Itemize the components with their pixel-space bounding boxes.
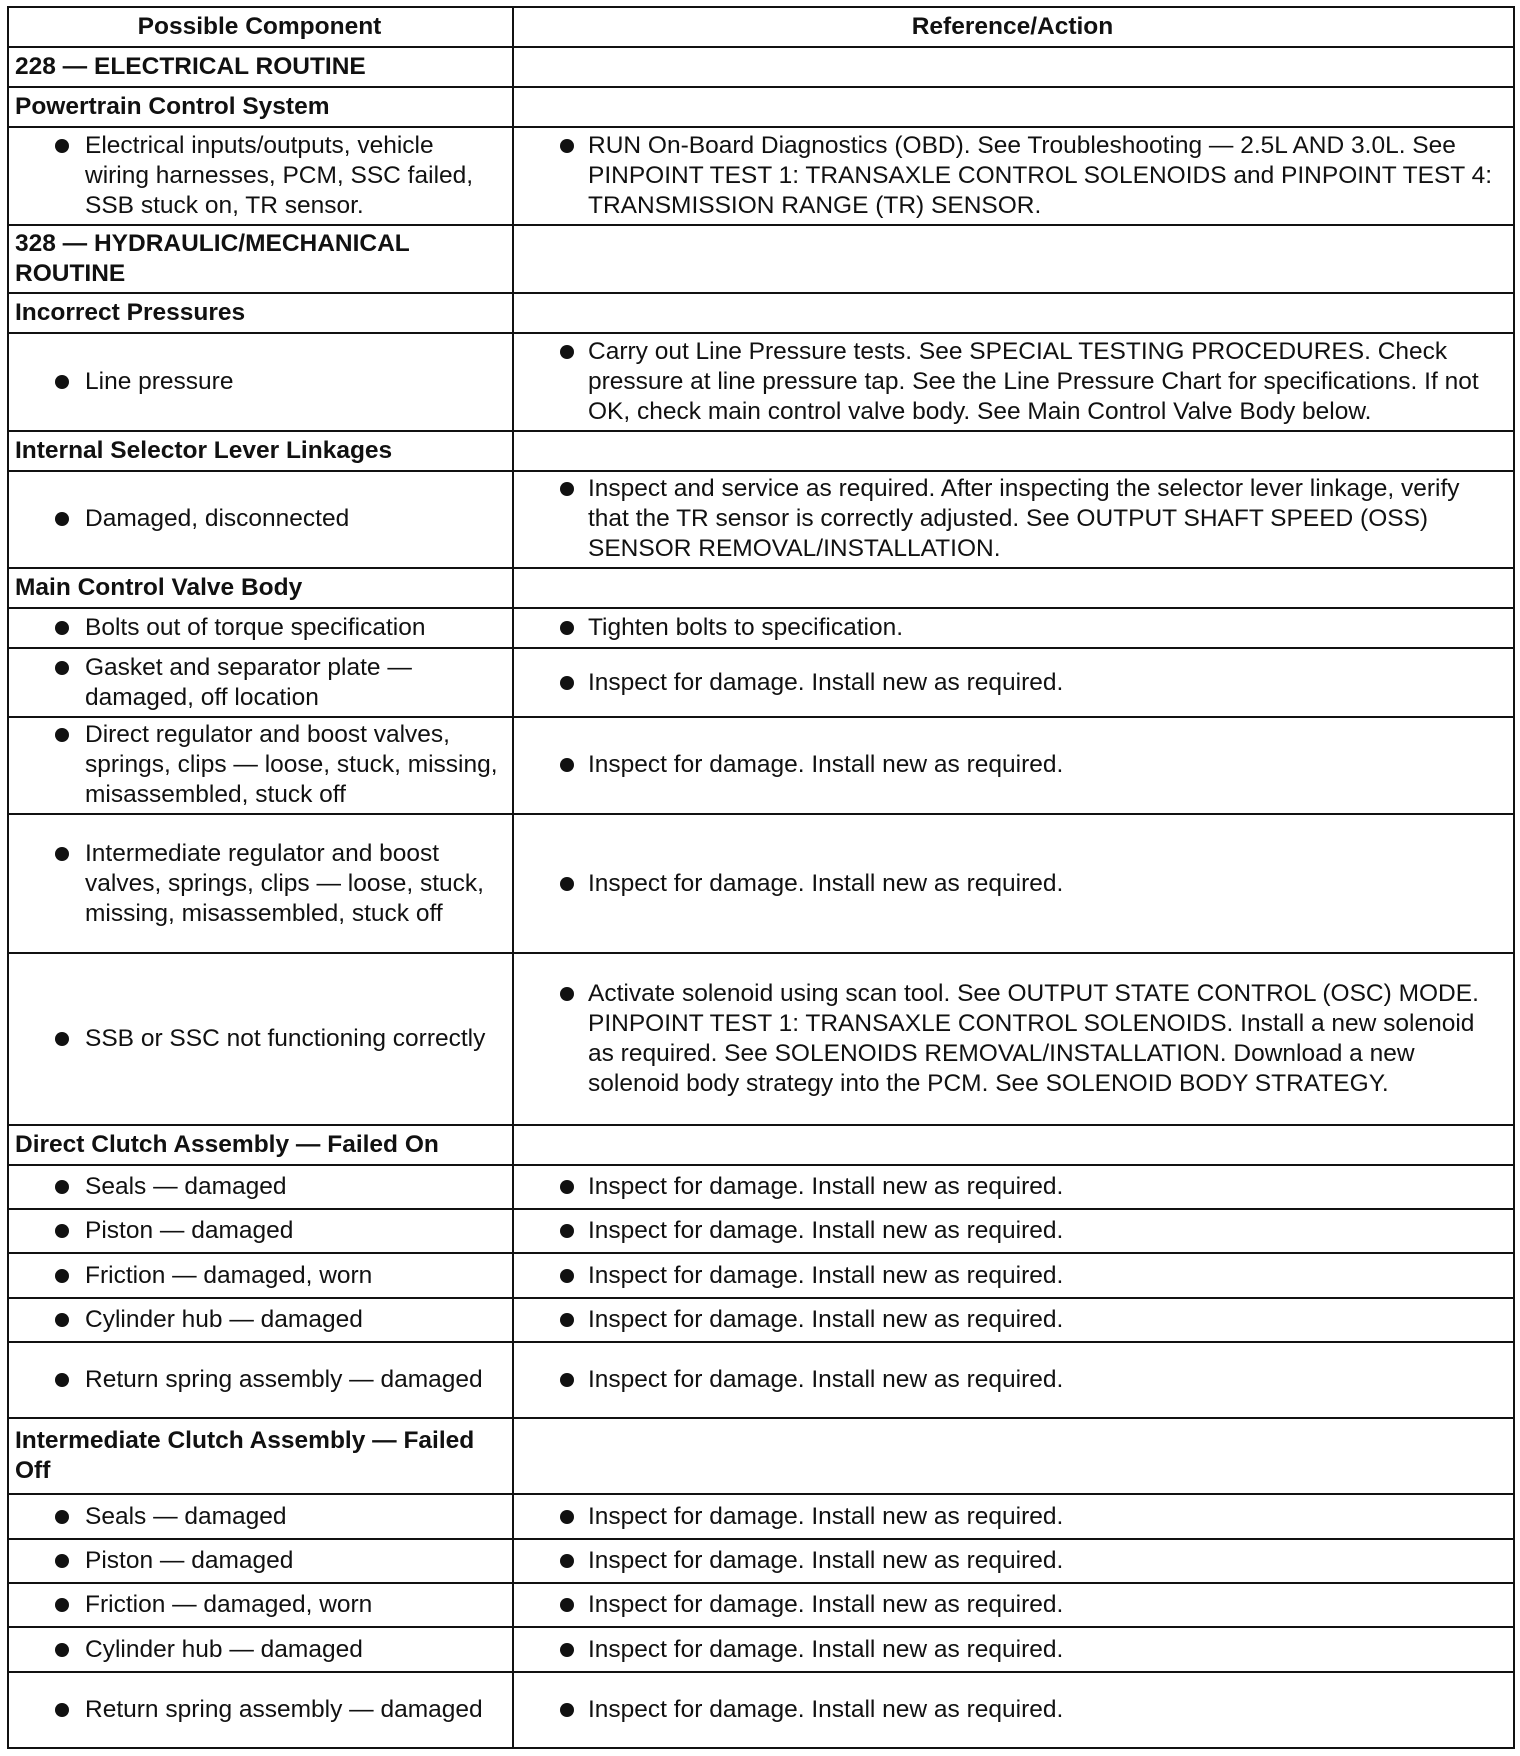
component-cell	[8, 1253, 513, 1297]
component-text: Intermediate regulator and boost valves, springs, clips — loose, stuck, missing, misassembled, stuck off	[15, 839, 504, 929]
action-text: Inspect for damage. Install new as required.	[520, 1305, 1505, 1335]
action-text: Inspect for damage. Install new as required.	[520, 869, 1505, 899]
table-row	[8, 471, 1514, 568]
action-text: Inspect for damage. Install new as required.	[520, 1365, 1505, 1395]
group-title: Internal Selector Lever Linkages	[8, 431, 513, 471]
action-text: Carry out Line Pressure tests. See SPECIAL TESTING PROCEDURES. Check pressure at line pressure tap. See the Line Pressure Chart for specifications. If not OK, check main control valve body. See Main Control Valve Body below.	[520, 337, 1505, 427]
action-cell	[513, 648, 1514, 717]
group-row	[8, 568, 1514, 608]
component-cell	[8, 333, 513, 430]
group-title: Intermediate Clutch Assembly — Failed Off	[8, 1418, 513, 1494]
empty-cell	[513, 431, 1514, 471]
action-text: Inspect for damage. Install new as required.	[520, 1546, 1505, 1576]
empty-cell	[513, 225, 1514, 294]
table-row	[8, 1342, 1514, 1418]
component-cell	[8, 648, 513, 717]
section-row	[8, 225, 1514, 294]
action-text: Activate solenoid using scan tool. See OUTPUT STATE CONTROL (OSC) MODE. PINPOINT TEST 1: TRANSAXLE CONTROL SOLENOIDS. Install a new solenoid as required. See SOLENOIDS REMOVAL/INSTALLATION. Download a new solenoid body strategy into the PCM. See SOLENOID BODY STRATEGY.	[520, 979, 1505, 1099]
component-text: Cylinder hub — damaged	[15, 1305, 504, 1335]
component-cell	[8, 717, 513, 814]
header-row	[8, 7, 1514, 47]
action-text: Inspect for damage. Install new as required.	[520, 1502, 1505, 1532]
action-text: Inspect for damage. Install new as required.	[520, 1216, 1505, 1246]
group-title: Powertrain Control System	[8, 87, 513, 127]
component-cell	[8, 1583, 513, 1627]
component-text: Friction — damaged, worn	[15, 1261, 504, 1291]
component-text: Direct regulator and boost valves, springs, clips — loose, stuck, missing, misassembled, stuck off	[15, 720, 504, 810]
group-row	[8, 293, 1514, 333]
component-text: Line pressure	[15, 367, 504, 397]
action-text: Inspect for damage. Install new as required.	[520, 1695, 1505, 1725]
action-cell	[513, 1298, 1514, 1342]
group-row	[8, 431, 1514, 471]
component-cell	[8, 1342, 513, 1418]
group-row	[8, 1125, 1514, 1165]
action-text: Inspect for damage. Install new as required.	[520, 1172, 1505, 1202]
component-text: Piston — damaged	[15, 1546, 504, 1576]
action-cell	[513, 127, 1514, 224]
component-text: Electrical inputs/outputs, vehicle wiring harnesses, PCM, SSC failed, SSB stuck on, TR sensor.	[15, 131, 504, 221]
group-row	[8, 1418, 1514, 1494]
action-text: Inspect for damage. Install new as required.	[520, 750, 1505, 780]
component-text: Seals — damaged	[15, 1502, 504, 1532]
component-text: Damaged, disconnected	[15, 504, 504, 534]
section-title: 328 — HYDRAULIC/MECHANICAL ROUTINE	[8, 225, 513, 294]
empty-cell	[513, 1125, 1514, 1165]
table-row	[8, 608, 1514, 648]
component-text: Friction — damaged, worn	[15, 1590, 504, 1620]
action-cell	[513, 1627, 1514, 1671]
component-cell	[8, 1494, 513, 1538]
table-row	[8, 648, 1514, 717]
table-row	[8, 1583, 1514, 1627]
action-text: Inspect for damage. Install new as required.	[520, 1635, 1505, 1665]
component-text: Gasket and separator plate — damaged, off location	[15, 653, 504, 713]
action-cell	[513, 608, 1514, 648]
table-row	[8, 1627, 1514, 1671]
action-cell	[513, 1165, 1514, 1209]
action-cell	[513, 471, 1514, 568]
action-cell	[513, 953, 1514, 1124]
table-row	[8, 1209, 1514, 1253]
table-row	[8, 127, 1514, 224]
diagnosis-table	[7, 6, 1515, 1749]
component-cell	[8, 1209, 513, 1253]
table-row	[8, 1494, 1514, 1538]
table-row	[8, 1165, 1514, 1209]
component-text: Return spring assembly — damaged	[15, 1365, 504, 1395]
component-cell	[8, 1539, 513, 1583]
empty-cell	[513, 568, 1514, 608]
component-cell	[8, 1165, 513, 1209]
section-title: 228 — ELECTRICAL ROUTINE	[8, 47, 513, 87]
component-text: Cylinder hub — damaged	[15, 1635, 504, 1665]
empty-cell	[513, 87, 1514, 127]
action-cell	[513, 1539, 1514, 1583]
component-cell	[8, 471, 513, 568]
component-text: Return spring assembly — damaged	[15, 1695, 504, 1725]
header-possible-component: Possible Component	[8, 7, 513, 47]
action-cell	[513, 1342, 1514, 1418]
action-cell	[513, 1209, 1514, 1253]
component-text: Piston — damaged	[15, 1216, 504, 1246]
empty-cell	[513, 293, 1514, 333]
table-row	[8, 717, 1514, 814]
action-text: Inspect for damage. Install new as required.	[520, 1590, 1505, 1620]
component-cell	[8, 953, 513, 1124]
action-cell	[513, 1672, 1514, 1748]
action-cell	[513, 717, 1514, 814]
component-text: Bolts out of torque specification	[15, 613, 504, 643]
action-cell	[513, 1253, 1514, 1297]
header-reference-action: Reference/Action	[513, 7, 1514, 47]
component-cell	[8, 814, 513, 953]
action-text: RUN On-Board Diagnostics (OBD). See Troubleshooting — 2.5L AND 3.0L. See PINPOINT TEST 1: TRANSAXLE CONTROL SOLENOIDS and PINPOINT TEST 4: TRANSMISSION RANGE (TR) SENSOR.	[520, 131, 1505, 221]
action-text: Tighten bolts to specification.	[520, 613, 1505, 643]
table-row	[8, 953, 1514, 1124]
group-title: Incorrect Pressures	[8, 293, 513, 333]
component-cell	[8, 1298, 513, 1342]
component-text: SSB or SSC not functioning correctly	[15, 1024, 504, 1054]
action-cell	[513, 1583, 1514, 1627]
table-row	[8, 814, 1514, 953]
component-cell	[8, 608, 513, 648]
section-row	[8, 47, 1514, 87]
table-row	[8, 1672, 1514, 1748]
table-row	[8, 1539, 1514, 1583]
table-row	[8, 1253, 1514, 1297]
action-cell	[513, 333, 1514, 430]
empty-cell	[513, 1418, 1514, 1494]
action-text: Inspect for damage. Install new as required.	[520, 668, 1505, 698]
component-cell	[8, 1627, 513, 1671]
component-cell	[8, 1672, 513, 1748]
group-title: Direct Clutch Assembly — Failed On	[8, 1125, 513, 1165]
empty-cell	[513, 47, 1514, 87]
action-text: Inspect and service as required. After inspecting the selector lever linkage, verify that the TR sensor is correctly adjusted. See OUTPUT SHAFT SPEED (OSS) SENSOR REMOVAL/INSTALLATION.	[520, 474, 1505, 564]
component-cell	[8, 127, 513, 224]
table-row	[8, 333, 1514, 430]
action-cell	[513, 1494, 1514, 1538]
action-cell	[513, 814, 1514, 953]
action-text: Inspect for damage. Install new as required.	[520, 1261, 1505, 1291]
group-title: Main Control Valve Body	[8, 568, 513, 608]
table-row	[8, 1298, 1514, 1342]
component-text: Seals — damaged	[15, 1172, 504, 1202]
group-row	[8, 87, 1514, 127]
